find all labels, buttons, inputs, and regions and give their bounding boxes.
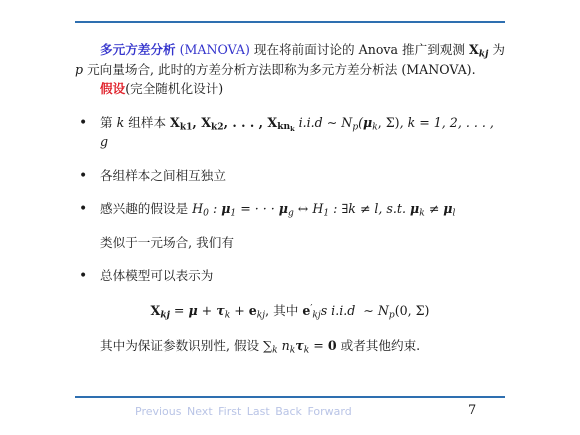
assumption-label: 假设	[100, 81, 126, 97]
intro-text-2: 为	[488, 42, 505, 57]
intro-text-1: 现在将前面讨论的 Anova 推广到观测	[249, 42, 470, 57]
nav-next-link[interactable]: Next	[187, 405, 213, 418]
iid-math: i.i.d	[298, 114, 323, 130]
intro-math-p: p	[75, 61, 84, 77]
list-item: • 第 k 组样本 $X_{k1}$, $X_{k2}$, . . . , $X_{kn_k}$ i.i.d ∼ $N_p(\mu_k$, Σ), k = 1, 2, . . . , g	[75, 113, 505, 152]
intro-paragraph	[75, 40, 505, 79]
intro-math-xkj: $X_{kj}$	[469, 42, 489, 60]
bottom-rule	[75, 396, 505, 398]
model-list	[75, 266, 505, 286]
navigation-bar	[135, 405, 352, 418]
constraint-note: 其中为保证参数识别性, 假设 $\sum_k$ $n_k\tau_k = 0$ 或者其他约束.	[100, 338, 421, 356]
nav-forward-link[interactable]: Forward	[307, 405, 352, 418]
normal-dist-math: $N_p$(	[341, 114, 364, 133]
slide-content	[75, 40, 505, 356]
list-item: • 总体模型可以表示为	[75, 266, 505, 286]
nav-back-link[interactable]: Back	[275, 405, 302, 418]
nav-first-link[interactable]: First	[218, 405, 242, 418]
list-item: • 各组样本之间相互独立	[75, 166, 505, 186]
similar-text: 类似于一元场合, 我们有	[100, 234, 234, 250]
nav-previous-link[interactable]: Previous	[135, 405, 182, 418]
manova-abbr: (MANOVA)	[179, 42, 250, 57]
nav-last-link[interactable]: Last	[246, 405, 270, 418]
manova-term: 多元方差分析	[100, 42, 176, 57]
sum-constraint-math: $\sum_k$ $n_k\tau_k = 0$	[263, 338, 337, 356]
assumption-text: (完全随机化设计)	[125, 81, 224, 97]
top-rule	[75, 21, 505, 23]
model-formula: $X_{kj} = \mu + \tau_k + e_{kj}$, 其中 $e'_{kj}s$ i.i.d ∼ $N_p(0$, Σ)	[150, 302, 430, 321]
assumption-list	[75, 113, 505, 219]
intro-text-3: 元向量场合, 此时的方差分析方法即称为多元方差分析法 (MANOVA).	[83, 61, 476, 77]
k-range-math: , k = 1, 2, . . . , g	[100, 114, 494, 150]
list-item: • 感兴趣的假设是 $H_0$ : $\mu_1$ = · · · $\mu_g$ ↔ $H_1$ : ∃k ≠ l, s.t. $\mu_k \ne \mu_l$	[75, 199, 505, 219]
hypothesis-math: $H_0$ : $\mu_1$ = · · · $\mu_g$ ↔ $H_1$ : ∃k ≠ l, s.t. $\mu_k \ne \mu_l$	[192, 201, 456, 219]
sample-math: $X_{k1}$, $X_{k2}$, . . . , $X_{kn_k}$	[170, 114, 295, 134]
page-number: 7	[468, 403, 477, 418]
assumption-line	[75, 79, 505, 99]
